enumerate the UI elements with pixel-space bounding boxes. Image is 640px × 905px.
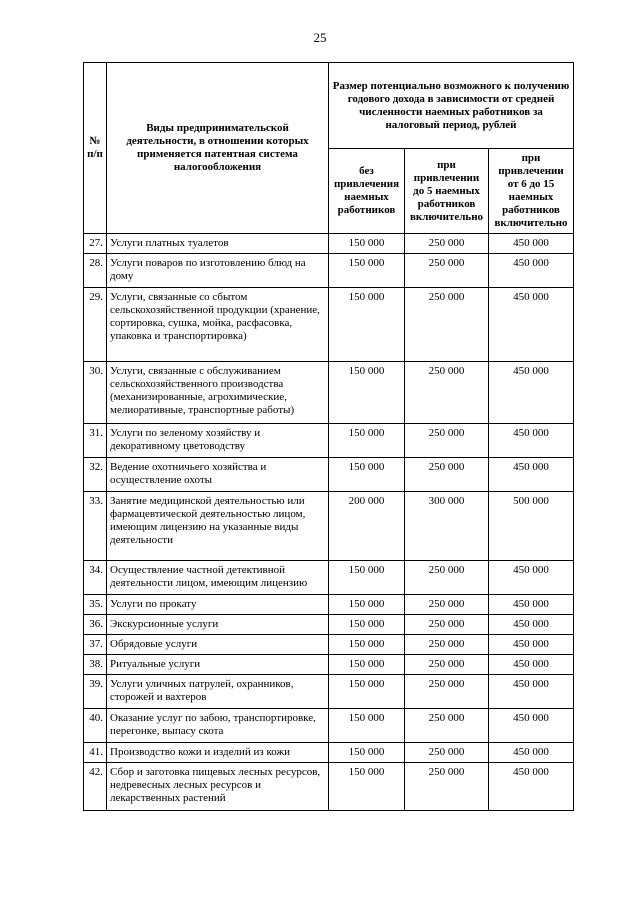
table-row bbox=[84, 234, 574, 254]
activity-kind: Услуги по прокату bbox=[107, 595, 329, 615]
income-no-workers: 150 000 bbox=[329, 635, 405, 655]
income-up-to-5-workers: 250 000 bbox=[405, 635, 489, 655]
table-row bbox=[84, 655, 574, 675]
income-no-workers: 150 000 bbox=[329, 595, 405, 615]
income-up-to-5-workers: 250 000 bbox=[405, 615, 489, 635]
income-up-to-5-workers: 250 000 bbox=[405, 362, 489, 424]
row-number: 30. bbox=[84, 362, 107, 424]
table-row bbox=[84, 675, 574, 709]
income-up-to-5-workers: 250 000 bbox=[405, 561, 489, 595]
income-up-to-5-workers: 250 000 bbox=[405, 595, 489, 615]
income-no-workers: 150 000 bbox=[329, 288, 405, 362]
income-6-to-15-workers: 450 000 bbox=[489, 743, 574, 763]
income-up-to-5-workers: 250 000 bbox=[405, 675, 489, 709]
row-number: 37. bbox=[84, 635, 107, 655]
income-no-workers: 150 000 bbox=[329, 743, 405, 763]
table-row bbox=[84, 288, 574, 362]
table-row bbox=[84, 709, 574, 743]
income-6-to-15-workers: 450 000 bbox=[489, 254, 574, 288]
income-up-to-5-workers: 250 000 bbox=[405, 655, 489, 675]
income-no-workers: 150 000 bbox=[329, 234, 405, 254]
table-row bbox=[84, 424, 574, 458]
header-activity-kind: Виды предпринимательской деятельности, в отношении которых применяется патентная система налогообложения bbox=[107, 63, 329, 234]
activity-kind: Ритуальные услуги bbox=[107, 655, 329, 675]
table-row bbox=[84, 254, 574, 288]
table-row bbox=[84, 615, 574, 635]
header-no-workers: без привлечения наемных работников bbox=[329, 149, 405, 234]
activity-kind: Ведение охотничьего хозяйства и осуществление охоты bbox=[107, 458, 329, 492]
row-number: 35. bbox=[84, 595, 107, 615]
row-number: 39. bbox=[84, 675, 107, 709]
table-row bbox=[84, 458, 574, 492]
income-up-to-5-workers: 300 000 bbox=[405, 492, 489, 561]
activity-kind: Услуги платных туалетов bbox=[107, 234, 329, 254]
income-no-workers: 150 000 bbox=[329, 458, 405, 492]
activity-kind: Оказание услуг по забою, транспортировке, перегонке, выпасу скота bbox=[107, 709, 329, 743]
activity-kind: Осуществление частной детективной деятельности лицом, имеющим лицензию bbox=[107, 561, 329, 595]
income-6-to-15-workers: 450 000 bbox=[489, 595, 574, 615]
income-no-workers: 200 000 bbox=[329, 492, 405, 561]
income-6-to-15-workers: 450 000 bbox=[489, 424, 574, 458]
page-number: 25 bbox=[313, 30, 327, 45]
income-6-to-15-workers: 450 000 bbox=[489, 362, 574, 424]
activity-kind: Услуги уличных патрулей, охранников, сторожей и вахтеров bbox=[107, 675, 329, 709]
income-6-to-15-workers: 450 000 bbox=[489, 763, 574, 811]
activity-kind: Услуги поваров по изготовлению блюд на дому bbox=[107, 254, 329, 288]
table-row bbox=[84, 492, 574, 561]
row-number: 41. bbox=[84, 743, 107, 763]
header-num: № п/п bbox=[84, 63, 107, 234]
income-no-workers: 150 000 bbox=[329, 763, 405, 811]
income-6-to-15-workers: 450 000 bbox=[489, 655, 574, 675]
row-number: 29. bbox=[84, 288, 107, 362]
income-up-to-5-workers: 250 000 bbox=[405, 254, 489, 288]
activity-kind: Сбор и заготовка пищевых лесных ресурсов, недревесных лесных ресурсов и лекарственных растений bbox=[107, 763, 329, 811]
row-number: 34. bbox=[84, 561, 107, 595]
table-row bbox=[84, 595, 574, 615]
income-6-to-15-workers: 450 000 bbox=[489, 635, 574, 655]
row-number: 36. bbox=[84, 615, 107, 635]
activity-kind: Услуги, связанные с обслуживанием сельскохозяйственного производства (механизированные, агрохимические, мелиоративные, транспортные работы) bbox=[107, 362, 329, 424]
header-income-group: Размер потенциально возможного к получению годового дохода в зависимости от средней численности наемных работников за налоговый период, рублей bbox=[329, 63, 574, 149]
activity-kind: Производство кожи и изделий из кожи bbox=[107, 743, 329, 763]
row-number: 38. bbox=[84, 655, 107, 675]
income-up-to-5-workers: 250 000 bbox=[405, 763, 489, 811]
income-no-workers: 150 000 bbox=[329, 254, 405, 288]
income-6-to-15-workers: 450 000 bbox=[489, 288, 574, 362]
income-no-workers: 150 000 bbox=[329, 561, 405, 595]
income-no-workers: 150 000 bbox=[329, 675, 405, 709]
activity-kind: Экскурсионные услуги bbox=[107, 615, 329, 635]
income-6-to-15-workers: 450 000 bbox=[489, 615, 574, 635]
income-no-workers: 150 000 bbox=[329, 655, 405, 675]
income-up-to-5-workers: 250 000 bbox=[405, 458, 489, 492]
income-up-to-5-workers: 250 000 bbox=[405, 709, 489, 743]
table-row bbox=[84, 561, 574, 595]
activity-kind: Обрядовые услуги bbox=[107, 635, 329, 655]
income-up-to-5-workers: 250 000 bbox=[405, 743, 489, 763]
row-number: 42. bbox=[84, 763, 107, 811]
income-up-to-5-workers: 250 000 bbox=[405, 288, 489, 362]
row-number: 27. bbox=[84, 234, 107, 254]
header-up-to-5-workers: при привлечении до 5 наемных работников включительно bbox=[405, 149, 489, 234]
activity-kind: Занятие медицинской деятельностью или фармацевтической деятельностью лицом, имеющим лицензию на указанные виды деятельности bbox=[107, 492, 329, 561]
table-row bbox=[84, 635, 574, 655]
income-6-to-15-workers: 450 000 bbox=[489, 561, 574, 595]
income-6-to-15-workers: 450 000 bbox=[489, 458, 574, 492]
income-no-workers: 150 000 bbox=[329, 709, 405, 743]
income-no-workers: 150 000 bbox=[329, 424, 405, 458]
income-6-to-15-workers: 450 000 bbox=[489, 709, 574, 743]
row-number: 28. bbox=[84, 254, 107, 288]
row-number: 31. bbox=[84, 424, 107, 458]
row-number: 40. bbox=[84, 709, 107, 743]
income-6-to-15-workers: 450 000 bbox=[489, 234, 574, 254]
table-row bbox=[84, 763, 574, 811]
activity-kind: Услуги, связанные со сбытом сельскохозяйственной продукции (хранение, сортировка, сушка, мойка, расфасовка, упаковка и транспортировка) bbox=[107, 288, 329, 362]
patent-income-table bbox=[83, 62, 574, 811]
income-up-to-5-workers: 250 000 bbox=[405, 234, 489, 254]
activity-kind: Услуги по зеленому хозяйству и декоративному цветоводству bbox=[107, 424, 329, 458]
row-number: 33. bbox=[84, 492, 107, 561]
income-no-workers: 150 000 bbox=[329, 615, 405, 635]
income-up-to-5-workers: 250 000 bbox=[405, 424, 489, 458]
income-no-workers: 150 000 bbox=[329, 362, 405, 424]
row-number: 32. bbox=[84, 458, 107, 492]
income-6-to-15-workers: 500 000 bbox=[489, 492, 574, 561]
table-row bbox=[84, 362, 574, 424]
table-row bbox=[84, 743, 574, 763]
income-6-to-15-workers: 450 000 bbox=[489, 675, 574, 709]
header-6-to-15-workers: при привлечении от 6 до 15 наемных работников включительно bbox=[489, 149, 574, 234]
